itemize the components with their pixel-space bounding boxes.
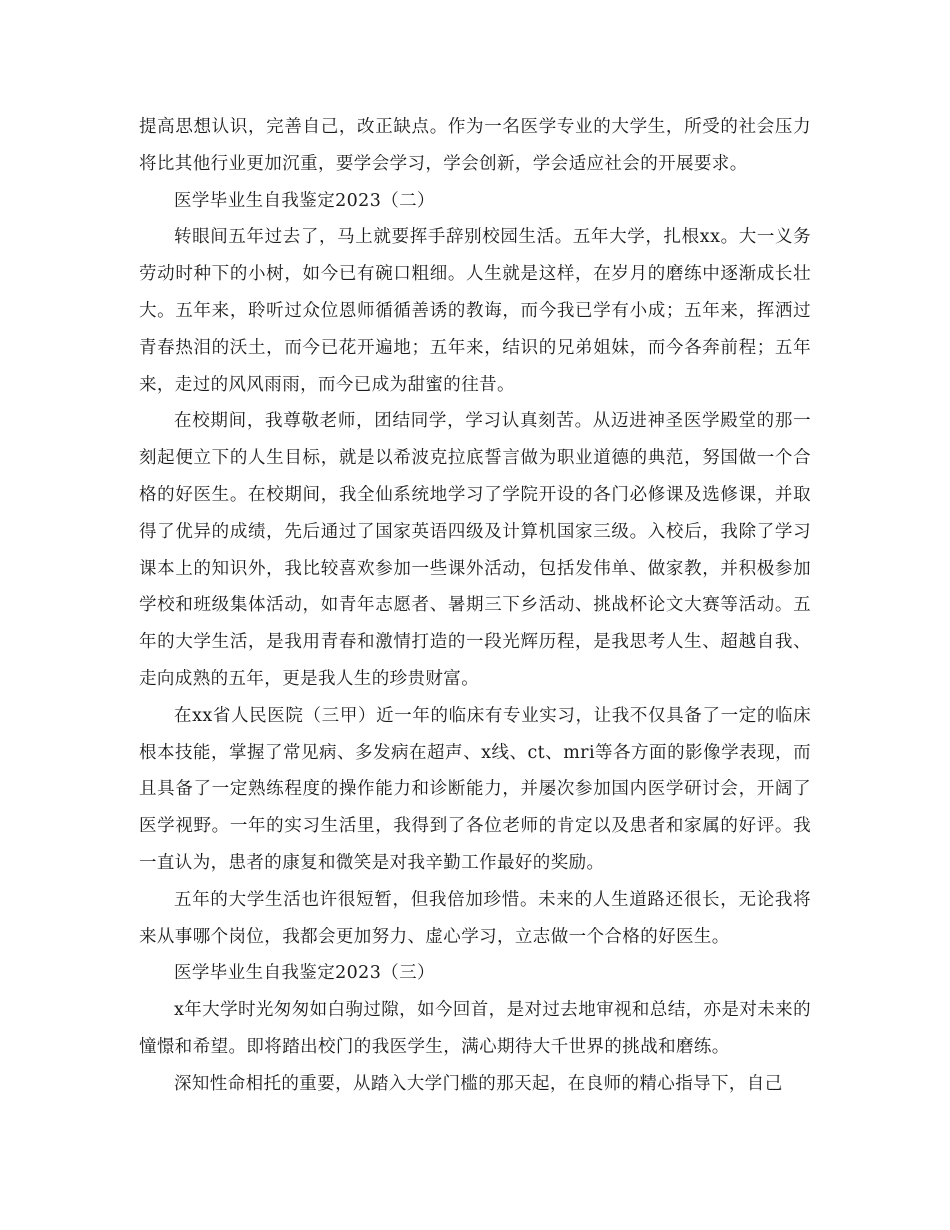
section-heading-3: 医学毕业生自我鉴定2023（三） bbox=[174, 963, 435, 984]
paragraph: 在校期间，我尊敬老师，团结同学，学习认真刻苦。从迈进神圣医学殿堂的那一刻起便立下的人生目标，就是以希波克拉底誓言做为职业道德的典范，努国做一个合格的好医生。在校期间，我全仙系统地学习了学院开设的各门必修课及选修课，并取得了优异的成绩，先后通过了国家英语四级及计算机国家三级。入校后，我除了学习课本上的知识外，我比较喜欢参加一些课外活动，包括发伟单、做家教，并积极参加学校和班级集体活动，如青年志愿者、暑期三下乡活动、挑战杯论文大赛等活动。五年的大学生活，是我用青春和激情打造的一段光辉历程，是我思考人生、超越自我、走向成熟的五年，更是我人生的珍贵财富。 bbox=[139, 411, 811, 689]
paragraph: 五年的大学生活也许很短暂，但我倍加珍惜。未来的人生道路还很长，无论我将来从事哪个岗位，我都会更加努力、虚心学习，立志做一个合格的好医生。 bbox=[139, 889, 811, 947]
section-heading-2: 医学毕业生自我鉴定2023（二） bbox=[174, 190, 435, 211]
paragraph-intro-continuation: 提高思想认识，完善自己，改正缺点。作为一名医学专业的大学生，所受的社会压力将比其他行业更加沉重，要学会学习，学会创新，学会适应社会的开展要求。 bbox=[139, 117, 811, 174]
paragraph: x年大学时光匆匆如白驹过隙，如今回首，是对过去地审视和总结，亦是对未来的憧憬和希望。即将踏出校门的我医学生，满心期待大千世界的挑战和磨练。 bbox=[139, 1000, 811, 1057]
paragraph: 转眼间五年过去了，马上就要挥手辞别校园生活。五年大学，扎根xx。大一义务劳动时种下的小树，如今已有碗口粗细。人生就是这样，在岁月的磨练中逐渐成长壮大。五年来，聆听过众位恩师循循善诱的教诲，而今我已学有小成；五年来，挥洒过青春热泪的沃土，而今已花开遍地；五年来，结识的兄弟姐妹，而今各奔前程；五年来，走过的风风雨雨，而今已成为甜蜜的往昔。 bbox=[139, 227, 811, 395]
paragraph: 在xx省人民医院（三甲）近一年的临床有专业实习，让我不仅具备了一定的临床根本技能，掌握了常见病、多发病在超声、x线、ct、mri等各方面的影像学表现，而且具备了一定熟练程度的操作能力和诊断能力，并屡次参加国内医学研讨会，开阔了医学视野。一年的实习生活里，我得到了各位老师的肯定以及患者和家属的好评。我一直认为，患者的康复和微笑是对我辛勤工作最好的奖励。 bbox=[139, 705, 811, 873]
paragraph: 深知性命相托的重要，从踏入大学门槛的那天起，在良师的精心指导下，自己 bbox=[174, 1073, 783, 1094]
document-body bbox=[139, 109, 811, 1103]
